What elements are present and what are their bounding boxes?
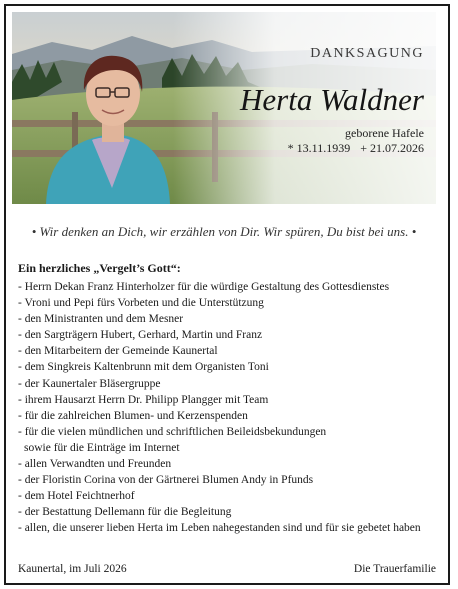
thanks-item: - allen, die unserer lieben Herta im Leben nahegestanden sind und für sie gebetet haben [18,522,421,535]
birth-date: * 13.11.1939 [287,141,351,155]
thanks-item: - der Kaunertaler Bläsergruppe [18,377,161,390]
death-date: + 21.07.2026 [360,141,424,155]
thanks-item: - der Floristin Corina von der Gärtnerei Blumen Andy in Pfunds [18,474,314,487]
thanks-item: - Herrn Dekan Franz Hinterholzer für die würdige Gestaltung des Gottesdienstes [18,281,390,293]
memorial-motto: • Wir denken an Dich, wir erzählen von Dir. Wir spüren, Du bist bei uns. • [31,224,417,239]
thanks-item: - ihrem Hausarzt Herrn Dr. Philipp Plangger mit Team [18,393,269,406]
thanks-item: - dem Hotel Feichtnerhof [18,490,135,503]
thanks-item: - den Sargträgern Hubert, Gerhard, Martin und Franz [18,329,263,342]
thanks-list [18,279,438,537]
thanks-item: - den Ministranten und dem Mesner [18,313,184,326]
life-dates [220,141,424,156]
thanks-item: - dem Singkreis Kaltenbrunn mit dem Organisten Toni [18,361,269,374]
thanks-item: - der Bestattung Dellemann für die Begleitung [18,506,232,519]
thanks-item: - allen Verwandten und Freunden [18,458,172,471]
notice-heading: DANKSAGUNG [310,46,424,61]
thanks-item: - für die vielen mündlichen und schriftlichen Beileidsbekundungen [18,425,327,438]
thanks-item: - den Mitarbeitern der Gemeinde Kaunertal [18,345,218,358]
thanks-item: - Vroni und Pepi fürs Vorbeten und die Unterstützung [18,297,264,310]
place-date: Kaunertal, im Juli 2026 [18,563,127,575]
thanks-title: Ein herzliches „Vergelt’s Gott“: [18,261,181,275]
maiden-name: geborene Hafele [345,126,424,140]
signature: Die Trauerfamilie [353,563,436,575]
deceased-name: Herta Waldner [240,82,424,117]
thanks-item: - für die zahlreichen Blumen- und Kerzenspenden [18,409,248,422]
thanks-item: sowie für die Einträge im Internet [24,441,180,454]
